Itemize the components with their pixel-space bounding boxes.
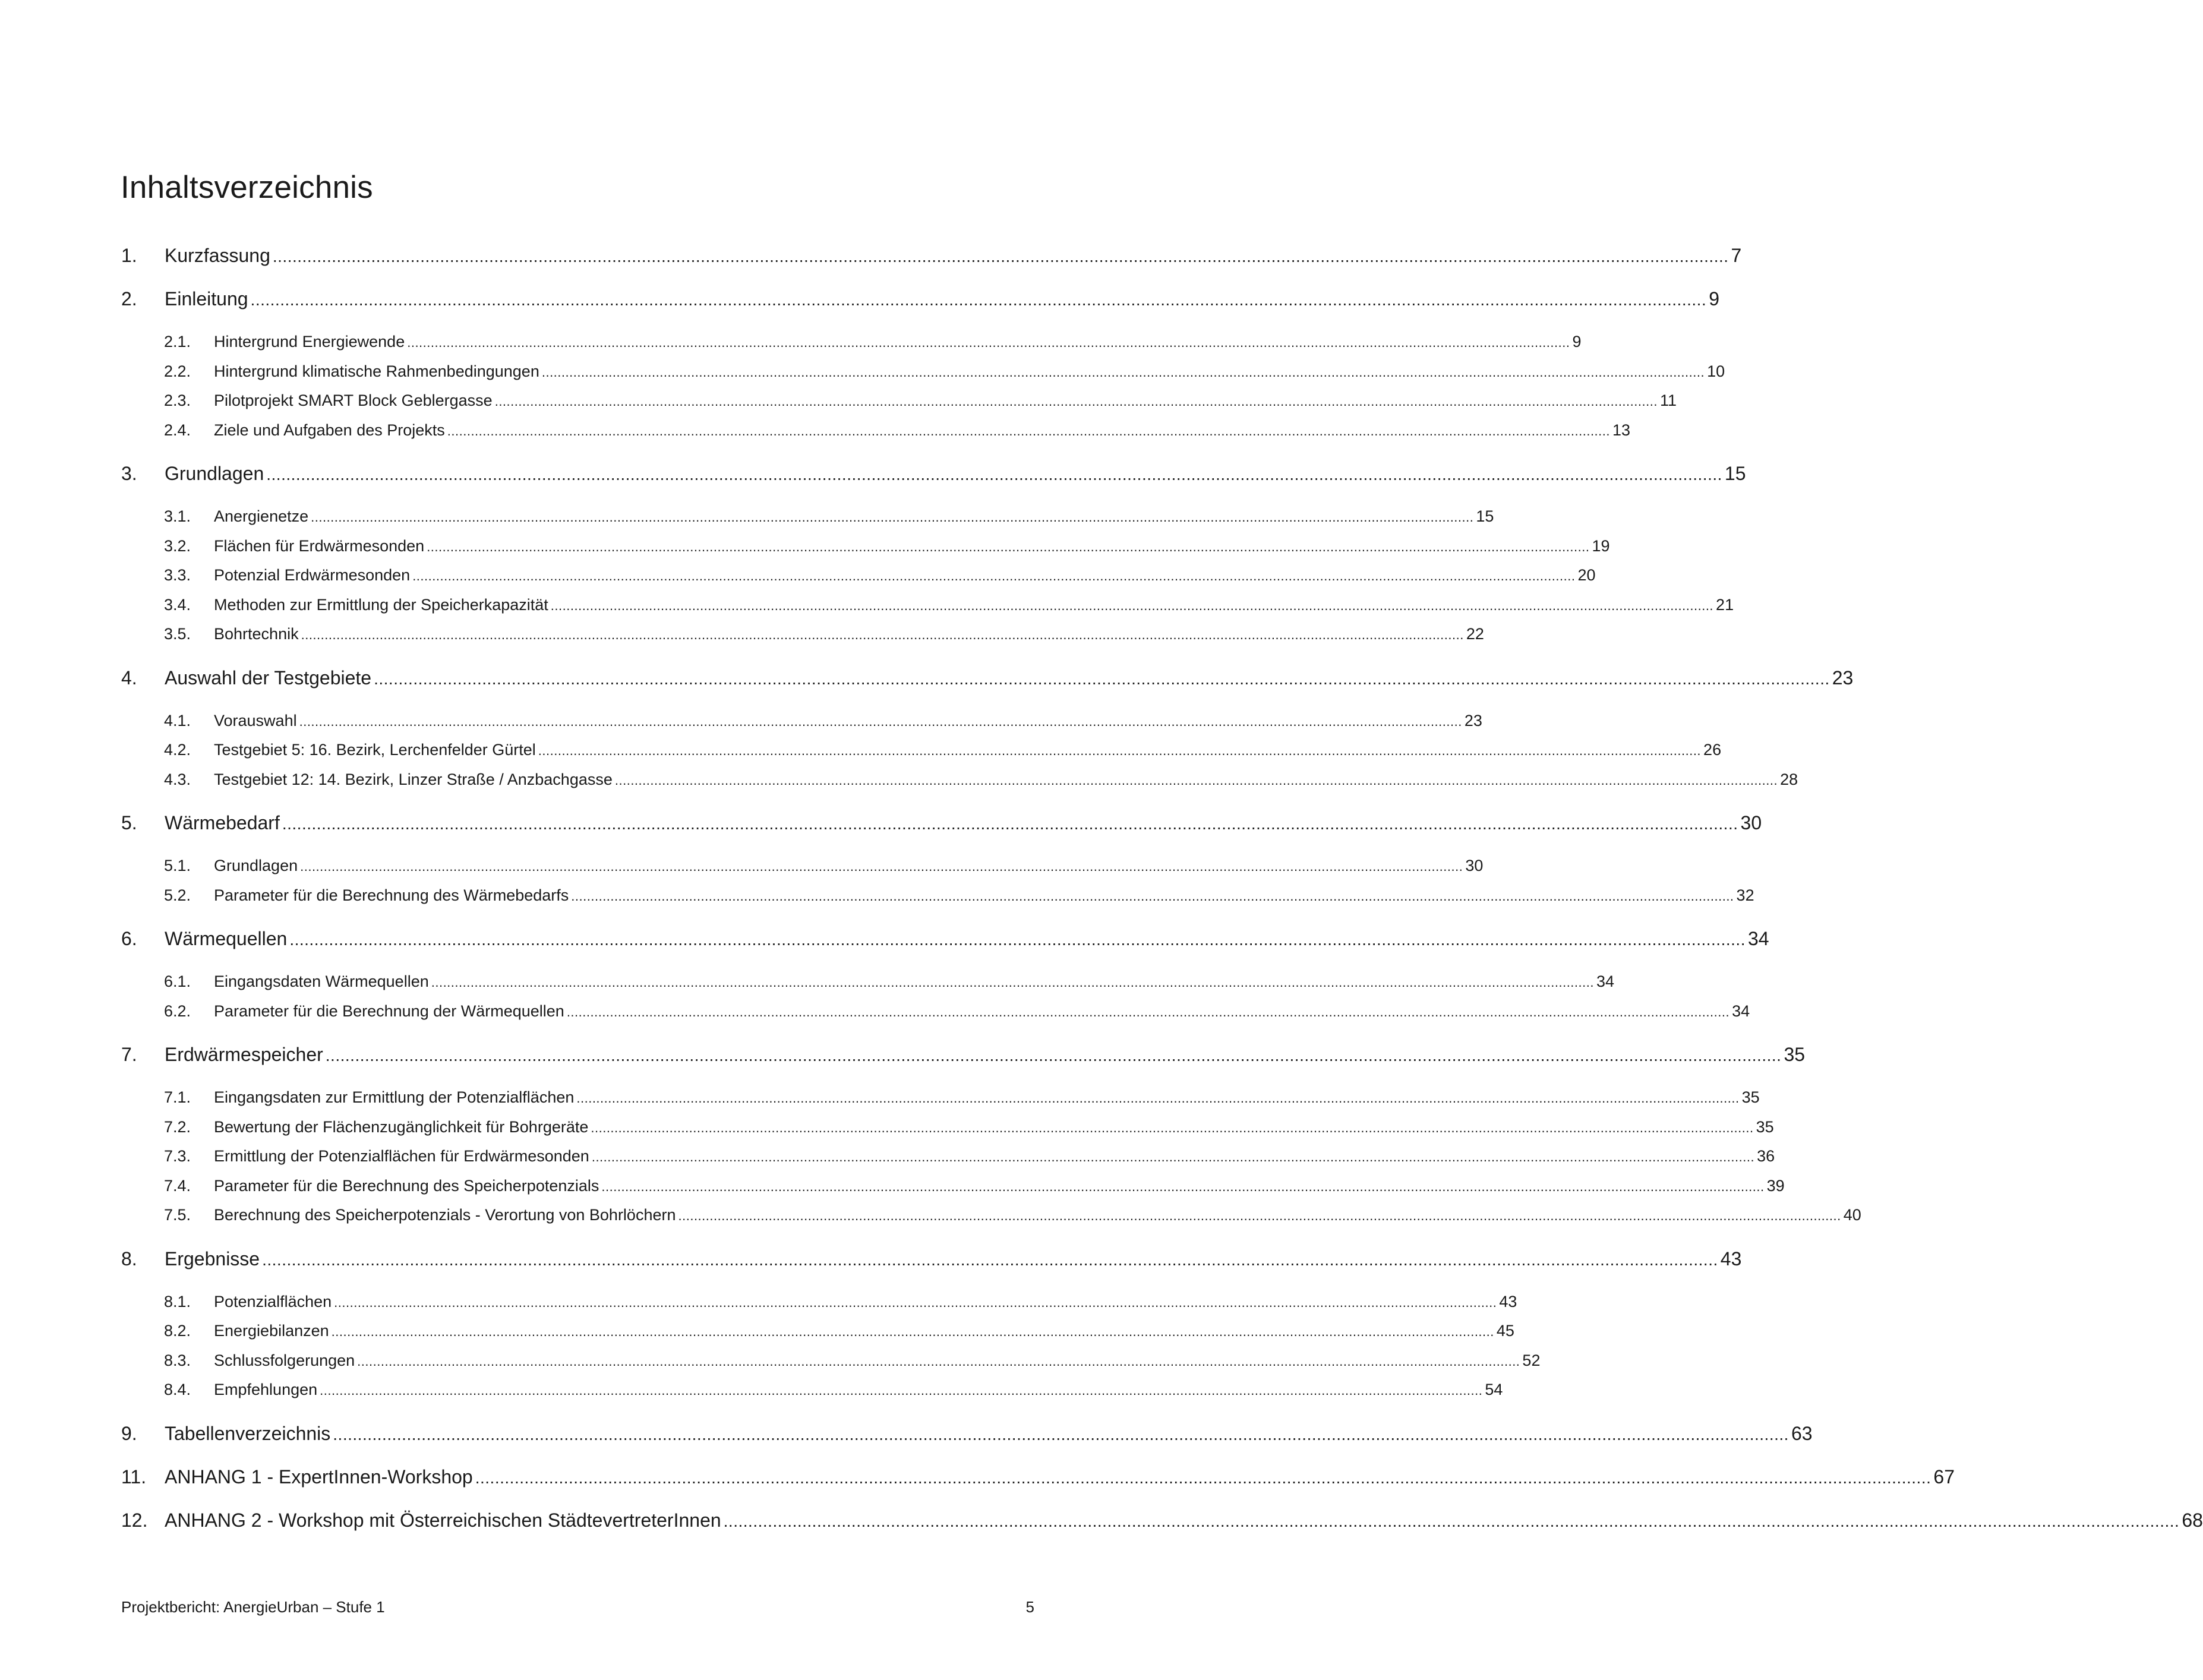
toc-dot-leader: ........................................................................................................................................................................................................................................................................................................	[374, 669, 1830, 688]
toc-entry-label[interactable]: Auswahl der Testgebiete	[165, 667, 372, 689]
toc-dot-leader: ........................................................................................................................................................................................................................................................................................................	[614, 772, 1778, 788]
toc-entry-label[interactable]: Flächen für Erdwärmesonden	[214, 536, 425, 555]
toc-entry-label[interactable]: Wärmequellen	[165, 928, 288, 949]
toc-section-entry[interactable]	[121, 851, 1484, 881]
toc-section-entry[interactable]	[121, 386, 1677, 416]
toc-section-entry[interactable]	[121, 620, 1484, 649]
toc-entry-label[interactable]: Testgebiet 12: 14. Bezirk, Linzer Straße / Anzbachgasse	[214, 770, 613, 788]
toc-entry-number: 4.	[121, 667, 137, 689]
toc-entry-label[interactable]: Ergebnisse	[165, 1248, 260, 1270]
toc-entry-label[interactable]: Tabellenverzeichnis	[165, 1422, 331, 1444]
toc-entry-number: 3.5.	[164, 625, 191, 643]
toc-entry-label[interactable]: Ermittlung der Potenzialflächen für Erdwärmesonden	[214, 1147, 589, 1165]
toc-dot-leader: ........................................................................................................................................................................................................................................................................................................	[591, 1120, 1754, 1135]
toc-entry-label[interactable]: Parameter für die Berechnung der Wärmequellen	[214, 1002, 564, 1020]
toc-entry-number: 8.1.	[164, 1292, 191, 1310]
toc-dot-leader: ........................................................................................................................................................................................................................................................................................................	[475, 1468, 1931, 1487]
toc-chapter-entry[interactable]	[121, 1245, 1742, 1274]
toc-entry-number: 7.4.	[164, 1176, 191, 1195]
toc-entry-label[interactable]: Potenzialflächen	[214, 1292, 332, 1310]
toc-chapter-entry[interactable]	[121, 809, 1762, 838]
toc-entry-label[interactable]: Methoden zur Ermittlung der Speicherkapazität	[214, 595, 548, 614]
toc-chapter-entry[interactable]	[121, 241, 1742, 270]
toc-section-entry[interactable]	[121, 1375, 1503, 1405]
toc-entry-number: 5.	[121, 812, 137, 833]
footer-report-title: Projektbericht: AnergieUrban – Stufe 1	[121, 1598, 385, 1616]
toc-entry-number: 11.	[121, 1466, 147, 1488]
toc-entry-page: 28	[1780, 770, 1798, 788]
toc-entry-page: 63	[1791, 1422, 1813, 1444]
toc-entry-number: 8.4.	[164, 1381, 191, 1398]
toc-chapter-entry[interactable]	[121, 285, 1720, 314]
toc-dot-leader: ........................................................................................................................................................................................................................................................................................................	[550, 598, 1714, 613]
toc-chapter-entry[interactable]	[121, 924, 1769, 953]
toc-entry-label[interactable]: Potenzial Erdwärmesonden	[214, 566, 411, 584]
toc-entry-number: 2.2.	[164, 362, 191, 380]
toc-entry-number: 7.	[121, 1044, 137, 1065]
toc-entry-page: 39	[1766, 1176, 1785, 1195]
toc-entry-page: 40	[1843, 1206, 1861, 1224]
toc-entry-number: 5.2.	[164, 886, 191, 904]
toc-entry-page: 43	[1499, 1292, 1517, 1310]
toc-chapter-entry[interactable]	[121, 1506, 2203, 1535]
toc-dot-leader: ........................................................................................................................................................................................................................................................................................................	[431, 975, 1594, 990]
toc-section-entry[interactable]	[121, 327, 1582, 357]
toc-entry-page: 9	[1572, 333, 1582, 350]
toc-dot-leader: ........................................................................................................................................................................................................................................................................................................	[331, 1324, 1494, 1339]
toc-dot-leader: ........................................................................................................................................................................................................................................................................................................	[678, 1208, 1841, 1223]
toc-entry-number: 7.5.	[164, 1206, 191, 1224]
toc-entry-page: 23	[1464, 711, 1482, 730]
toc-entry-label[interactable]: Einleitung	[165, 288, 248, 310]
toc-dot-leader: ........................................................................................................................................................................................................................................................................................................	[576, 1091, 1740, 1106]
toc-dot-leader: ........................................................................................................................................................................................................................................................................................................	[272, 247, 1729, 266]
toc-entry-label[interactable]: Berechnung des Speicherpotenzials - Verortung von Bohrlöchern	[214, 1206, 676, 1224]
toc-entry-label[interactable]: Testgebiet 5: 16. Bezirk, Lerchenfelder Gürtel	[214, 741, 536, 759]
toc-dot-leader: ........................................................................................................................................................................................................................................................................................................	[334, 1294, 1497, 1310]
toc-entry-number: 2.	[121, 288, 137, 310]
toc-dot-leader: ........................................................................................................................................................................................................................................................................................................	[412, 569, 1576, 583]
toc-entry-label[interactable]: Ziele und Aufgaben des Projekts	[214, 421, 445, 439]
toc-entry-number: 8.	[121, 1248, 137, 1270]
toc-dot-leader: ........................................................................................................................................................................................................................................................................................................	[571, 888, 1734, 904]
toc-entry-page: 67	[1933, 1466, 1955, 1488]
toc-entry-number: 2.3.	[164, 391, 191, 409]
toc-entry-page: 21	[1716, 595, 1734, 614]
footer-page-number: 5	[1025, 1598, 1034, 1616]
toc-entry-number: 2.1.	[164, 333, 191, 350]
toc-section-entry[interactable]	[121, 706, 1482, 736]
toc-dot-leader: ........................................................................................................................................................................................................................................................................................................	[266, 465, 1722, 484]
toc-chapter-entry[interactable]	[121, 459, 1746, 488]
toc-entry-page: 30	[1465, 857, 1484, 874]
toc-entry-number: 7.2.	[164, 1117, 191, 1136]
toc-section-entry[interactable]	[121, 532, 1610, 561]
toc-entry-page: 13	[1612, 421, 1631, 439]
toc-entry-page: 15	[1724, 463, 1746, 484]
toc-entry-number: 3.1.	[164, 507, 191, 525]
toc-dot-leader: ........................................................................................................................................................................................................................................................................................................	[407, 335, 1570, 350]
toc-dot-leader: ........................................................................................................................................................................................................................................................................................................	[282, 814, 1738, 833]
toc-entry-label[interactable]: Schlussfolgerungen	[214, 1351, 355, 1369]
toc-entry-number: 9.	[121, 1422, 137, 1444]
toc-dot-leader: ........................................................................................................................................................................................................................................................................................................	[300, 859, 1463, 874]
toc-entry-number: 6.	[121, 928, 137, 949]
toc-section-entry[interactable]	[121, 967, 1615, 997]
toc-section-entry[interactable]	[121, 416, 1631, 446]
toc-entry-page: 11	[1659, 391, 1677, 409]
toc-chapter-entry[interactable]	[121, 1463, 1955, 1492]
toc-dot-leader: ........................................................................................................................................................................................................................................................................................................	[250, 290, 1707, 309]
toc-entry-label[interactable]: Erdwärmespeicher	[165, 1044, 323, 1065]
toc-dot-leader: ........................................................................................................................................................................................................................................................................................................	[262, 1250, 1718, 1269]
toc-dot-leader: ........................................................................................................................................................................................................................................................................................................	[320, 1383, 1483, 1398]
toc-entry-page: 35	[1756, 1117, 1774, 1136]
toc-entry-label[interactable]: Parameter für die Berechnung des Speicherpotenzials	[214, 1176, 599, 1195]
toc-section-entry[interactable]	[121, 357, 1725, 387]
toc-entry-number: 4.2.	[164, 741, 191, 759]
toc-dot-leader: ........................................................................................................................................................................................................................................................................................................	[494, 394, 1658, 409]
toc-entry-page: 20	[1577, 566, 1596, 584]
toc-entry-page: 54	[1485, 1381, 1503, 1398]
toc-entry-label[interactable]: ANHANG 1 - ExpertInnen-Workshop	[165, 1466, 473, 1488]
toc-entry-page: 7	[1731, 245, 1742, 266]
toc-entry-label[interactable]: Pilotprojekt SMART Block Geblergasse	[214, 391, 493, 409]
toc-entry-page: 32	[1736, 886, 1754, 904]
toc-entry-number: 7.3.	[164, 1147, 191, 1165]
toc-dot-leader: ........................................................................................................................................................................................................................................................................................................	[301, 627, 1464, 642]
toc-dot-leader: ........................................................................................................................................................................................................................................................................................................	[591, 1150, 1755, 1164]
toc-dot-leader: ........................................................................................................................................................................................................................................................................................................	[723, 1511, 2180, 1530]
toc-entry-label[interactable]: Kurzfassung	[165, 245, 270, 266]
toc-entry-label[interactable]: Grundlagen	[165, 463, 264, 484]
toc-dot-leader: ........................................................................................................................................................................................................................................................................................................	[601, 1179, 1765, 1194]
toc-entry-number: 3.4.	[164, 595, 191, 614]
toc-entry-number: 3.2.	[164, 536, 191, 555]
toc-entry-page: 52	[1522, 1351, 1541, 1369]
toc-entry-page: 45	[1496, 1322, 1514, 1340]
toc-entry-number: 6.2.	[164, 1002, 191, 1020]
toc-entry-page: 23	[1832, 667, 1854, 689]
toc-section-entry[interactable]	[121, 881, 1754, 911]
toc-entry-page: 35	[1784, 1044, 1806, 1065]
toc-dot-leader: ........................................................................................................................................................................................................................................................................................................	[289, 930, 1746, 949]
toc-section-entry[interactable]	[121, 1346, 1541, 1376]
toc-section-entry[interactable]	[121, 1083, 1760, 1113]
table-of-contents	[121, 241, 2203, 1535]
toc-chapter-entry[interactable]	[121, 664, 1854, 693]
toc-entry-page: 34	[1732, 1002, 1750, 1020]
toc-entry-number: 4.1.	[164, 711, 191, 730]
toc-section-entry[interactable]	[121, 1201, 1861, 1230]
toc-entry-page: 43	[1720, 1248, 1742, 1270]
toc-dot-leader: ........................................................................................................................................................................................................................................................................................................	[357, 1353, 1520, 1369]
toc-chapter-entry[interactable]	[121, 1040, 1806, 1069]
toc-entry-label[interactable]: Empfehlungen	[214, 1381, 318, 1398]
toc-entry-label[interactable]: Eingangsdaten zur Ermittlung der Potenzialflächen	[214, 1088, 575, 1106]
page-title: Inhaltsverzeichnis	[121, 170, 373, 205]
toc-section-entry[interactable]	[121, 735, 1722, 765]
toc-entry-number: 6.1.	[164, 972, 191, 990]
toc-dot-leader: ........................................................................................................................................................................................................................................................................................................	[447, 423, 1611, 438]
toc-entry-label[interactable]: Bewertung der Flächenzugänglichkeit für Bohrgeräte	[214, 1117, 589, 1136]
toc-entry-label[interactable]: Eingangsdaten Wärmequellen	[214, 972, 429, 990]
toc-entry-number: 1.	[121, 245, 137, 266]
toc-section-entry[interactable]	[121, 590, 1734, 620]
toc-entry-page: 19	[1592, 536, 1610, 555]
toc-entry-label[interactable]: Grundlagen	[214, 857, 298, 874]
toc-entry-number: 8.3.	[164, 1351, 191, 1369]
toc-chapter-entry[interactable]	[121, 1419, 1813, 1448]
toc-entry-page: 36	[1757, 1147, 1775, 1165]
toc-dot-leader: ........................................................................................................................................................................................................................................................................................................	[311, 510, 1474, 525]
toc-section-entry[interactable]	[121, 1113, 1774, 1142]
toc-section-entry[interactable]	[121, 1171, 1785, 1201]
toc-dot-leader: ........................................................................................................................................................................................................................................................................................................	[541, 364, 1705, 380]
toc-section-entry[interactable]	[121, 1142, 1775, 1171]
toc-entry-number: 8.2.	[164, 1322, 191, 1340]
toc-entry-label[interactable]: Hintergrund klimatische Rahmenbedingungen	[214, 362, 539, 380]
toc-dot-leader: ........................................................................................................................................................................................................................................................................................................	[333, 1425, 1789, 1444]
toc-entry-page: 68	[2182, 1509, 2203, 1531]
toc-entry-number: 3.	[121, 463, 137, 484]
toc-entry-page: 26	[1703, 741, 1722, 759]
toc-entry-label[interactable]: Bohrtechnik	[214, 625, 299, 643]
toc-entry-label[interactable]: Hintergrund Energiewende	[214, 333, 405, 350]
toc-entry-page: 10	[1707, 362, 1725, 380]
toc-section-entry[interactable]	[121, 765, 1798, 795]
toc-entry-page: 9	[1709, 288, 1720, 310]
toc-dot-leader: ........................................................................................................................................................................................................................................................................................................	[538, 743, 1702, 758]
toc-entry-page: 15	[1476, 507, 1494, 525]
toc-entry-number: 3.3.	[164, 566, 191, 584]
toc-dot-leader: ........................................................................................................................................................................................................................................................................................................	[299, 713, 1462, 729]
toc-entry-number: 2.4.	[164, 421, 191, 439]
toc-entry-page: 30	[1740, 812, 1762, 833]
toc-entry-number: 7.1.	[164, 1088, 191, 1106]
toc-entry-number: 12.	[121, 1509, 148, 1531]
toc-entry-page: 34	[1747, 928, 1769, 949]
toc-entry-label[interactable]: Parameter für die Berechnung des Wärmebedarfs	[214, 886, 569, 904]
toc-entry-number: 4.3.	[164, 770, 191, 788]
toc-entry-label[interactable]: ANHANG 2 - Workshop mit Österreichischen StädtevertreterInnen	[165, 1509, 721, 1531]
toc-entry-number: 5.1.	[164, 857, 191, 874]
toc-entry-label[interactable]: Anergienetze	[214, 507, 309, 525]
toc-section-entry[interactable]	[121, 1316, 1514, 1346]
toc-entry-label[interactable]: Energiebilanzen	[214, 1322, 329, 1340]
toc-entry-page: 35	[1741, 1088, 1760, 1106]
toc-entry-label[interactable]: Vorauswahl	[214, 711, 297, 730]
toc-section-entry[interactable]	[121, 1287, 1517, 1317]
toc-dot-leader: ........................................................................................................................................................................................................................................................................................................	[427, 539, 1590, 554]
toc-entry-page: 34	[1596, 972, 1615, 990]
toc-entry-label[interactable]: Wärmebedarf	[165, 812, 280, 833]
toc-entry-page: 22	[1466, 625, 1484, 643]
toc-dot-leader: ........................................................................................................................................................................................................................................................................................................	[325, 1046, 1782, 1065]
toc-section-entry[interactable]	[121, 502, 1494, 532]
toc-section-entry[interactable]	[121, 561, 1596, 590]
toc-section-entry[interactable]	[121, 997, 1750, 1027]
toc-dot-leader: ........................................................................................................................................................................................................................................................................................................	[566, 1004, 1730, 1019]
